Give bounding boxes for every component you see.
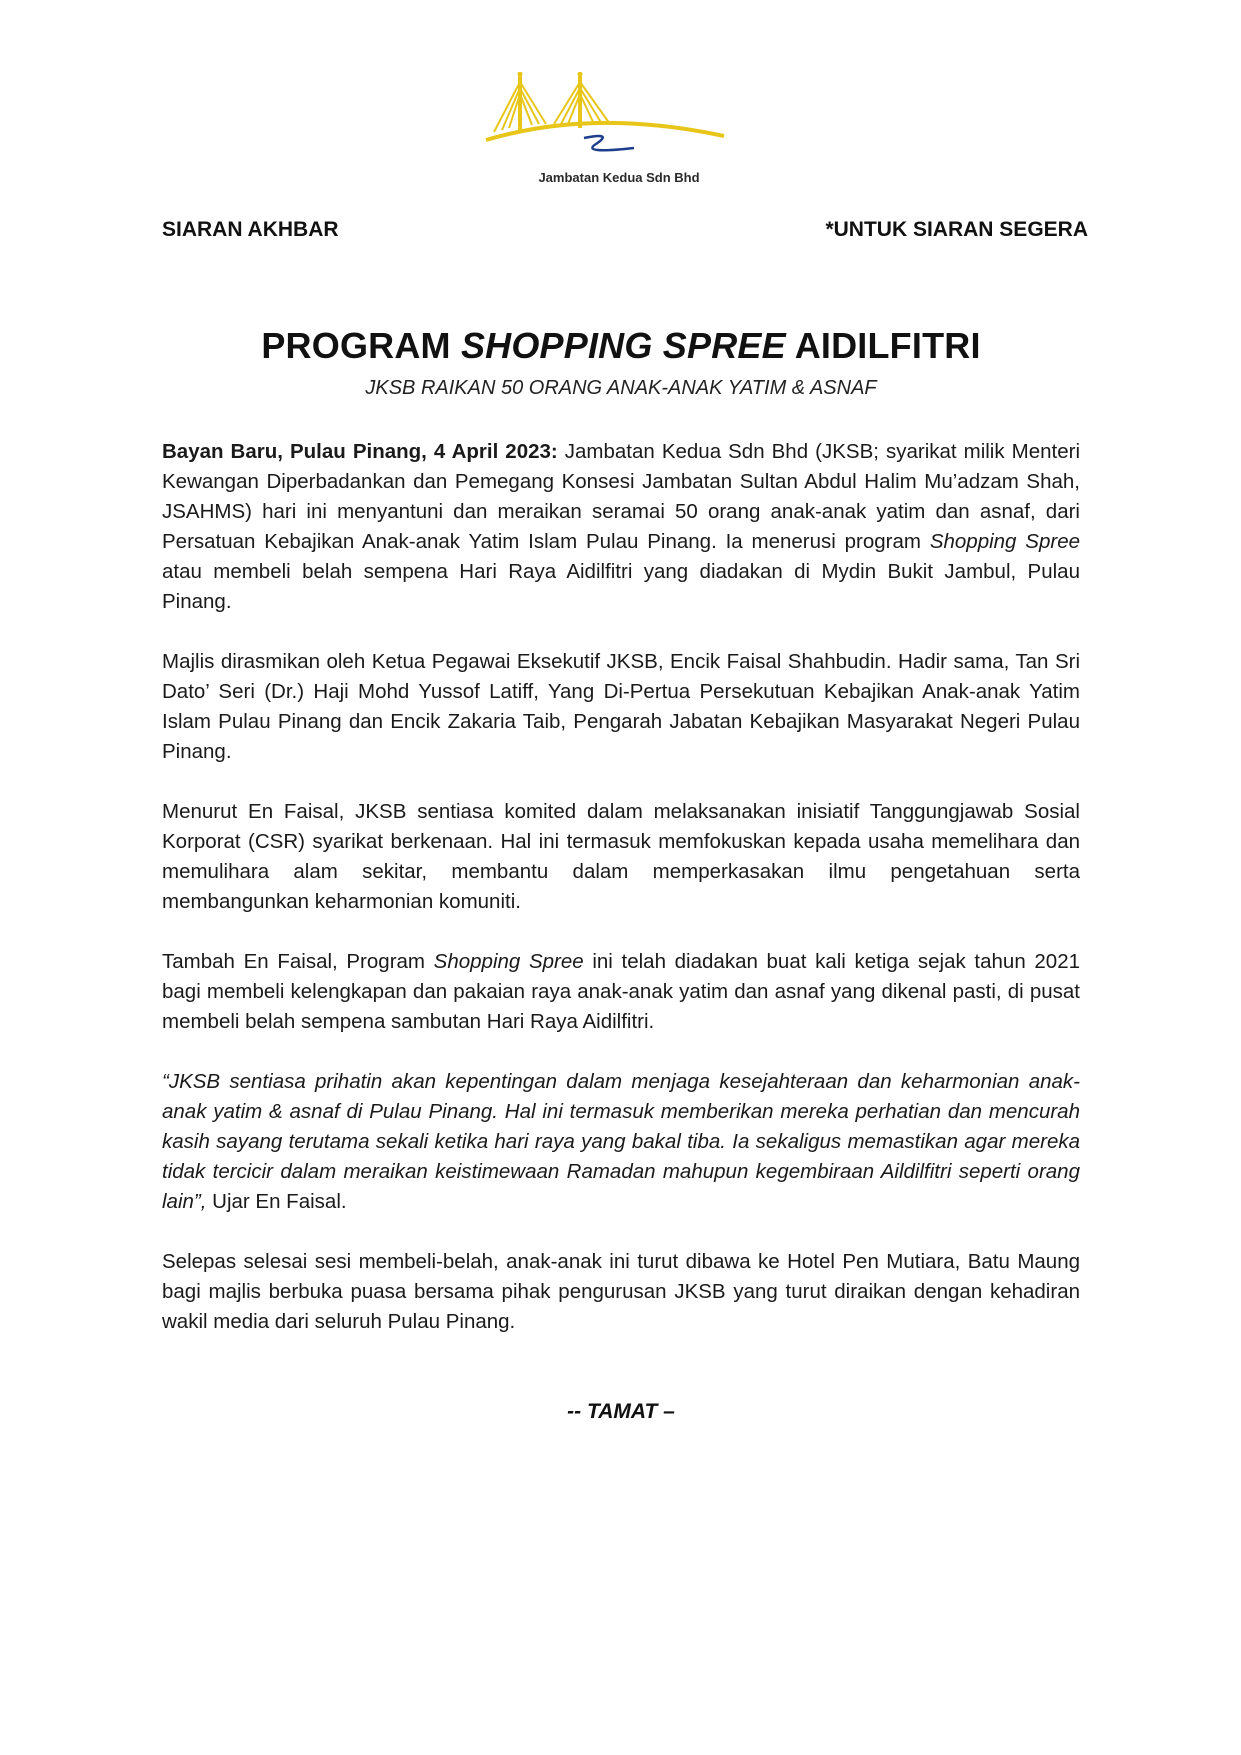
paragraph-5-quote xyxy=(162,1067,1080,1217)
paragraph-2: Majlis dirasmikan oleh Ketua Pegawai Eksekutif JKSB, Encik Faisal Shahbudin. Hadir sama, Tan Sri Dato’ Seri (Dr.) Haji Mohd Yussof Latiff, Yang Di-Pertua Persekutuan Kebajikan Anak-anak Yatim Islam Pulau Pinang dan Encik Zakaria Taib, Pengarah Jabatan Kebajikan Masyarakat Negeri Pulau Pinang. xyxy=(162,650,1080,763)
paragraph-6: Selepas selesai sesi membeli-belah, anak-anak ini turut dibawa ke Hotel Pen Mutiara, Batu Maung bagi majlis berbuka puasa bersama pihak pengurusan JKSB yang turut diraikan dengan kehadiran wakil media dari seluruh Pulau Pinang. xyxy=(162,1250,1080,1333)
paragraph-1-italic: Shopping Spree xyxy=(929,530,1080,553)
paragraph-3: Menurut En Faisal, JKSB sentiasa komited dalam melaksanakan inisiatif Tanggungjawab Sosial Korporat (CSR) syarikat berkenaan. Hal ini termasuk memfokuskan kepada usaha memelihara dan memulihara alam sekitar, membantu dalam memperkasakan ilmu pengetahuan serta membangunkan keharmonian komuniti. xyxy=(162,800,1080,913)
company-logo xyxy=(484,72,754,192)
page-title xyxy=(162,325,1080,367)
end-marker: -- TAMAT – xyxy=(567,1400,675,1423)
page-subtitle: JKSB RAIKAN 50 ORANG ANAK-ANAK YATIM & ASNAF xyxy=(365,377,877,399)
immediate-release-label: *UNTUK SIARAN SEGERA xyxy=(825,218,1088,241)
paragraph-1-text-a: Jambatan Kedua Sdn Bhd (JKSB; syarikat milik Menteri Kewangan Diperbadankan dan Pemegang Konsesi Jambatan Sultan Abdul Halim Mu’adzam Shah, JSAHMS) hari ini menyantuni dan meraikan seramai 50 orang anak-anak yatim dan asnaf, dari Persatuan Kebajikan Anak-anak Yatim Islam Pulau Pinang. Ia menerusi program xyxy=(162,440,1081,553)
press-release-label: SIARAN AKHBAR xyxy=(162,218,339,241)
quote-attribution: Ujar En Faisal. xyxy=(206,1190,347,1213)
title-part-1: PROGRAM xyxy=(261,325,461,366)
title-part-3: AIDILFITRI xyxy=(785,325,981,366)
paragraph-4 xyxy=(162,947,1080,1037)
article-body xyxy=(162,437,1080,1367)
paragraph-1 xyxy=(162,437,1080,617)
bridge-logo-icon xyxy=(484,72,754,172)
paragraph-1-text-b: atau membeli belah sempena Hari Raya Aidilfitri yang diadakan di Mydin Bukit Jambul, Pulau Pinang. xyxy=(162,560,1080,613)
paragraph-4-text-b: ini telah diadakan buat kali ketiga sejak tahun 2021 bagi membeli kelengkapan dan pakaian raya anak-anak yatim dan asnaf yang dikenal pasti, di pusat membeli belah sempena sambutan Hari Raya Aidilfitri. xyxy=(162,950,1080,1033)
company-name: Jambatan Kedua Sdn Bhd xyxy=(538,170,700,185)
quote-text: “JKSB sentiasa prihatin akan kepentingan dalam menjaga kesejahteraan dan keharmonian anak-anak yatim & asnaf di Pulau Pinang. Hal ini termasuk memberikan mereka perhatian dan mencurah kasih sayang terutama sekali ketika hari raya yang bakal tiba. Ia sekaligus memastikan agar mereka tidak tercicir dalam meraikan keistimewaan Ramadan mahupun kegembiraan Aildilfitri seperti orang lain”, xyxy=(162,1070,1080,1213)
paragraph-4-text-a: Tambah En Faisal, Program xyxy=(162,950,434,973)
dateline: Bayan Baru, Pulau Pinang, 4 April 2023: xyxy=(162,440,558,463)
paragraph-4-italic: Shopping Spree xyxy=(433,950,584,973)
title-part-2: SHOPPING SPREE xyxy=(460,325,786,366)
